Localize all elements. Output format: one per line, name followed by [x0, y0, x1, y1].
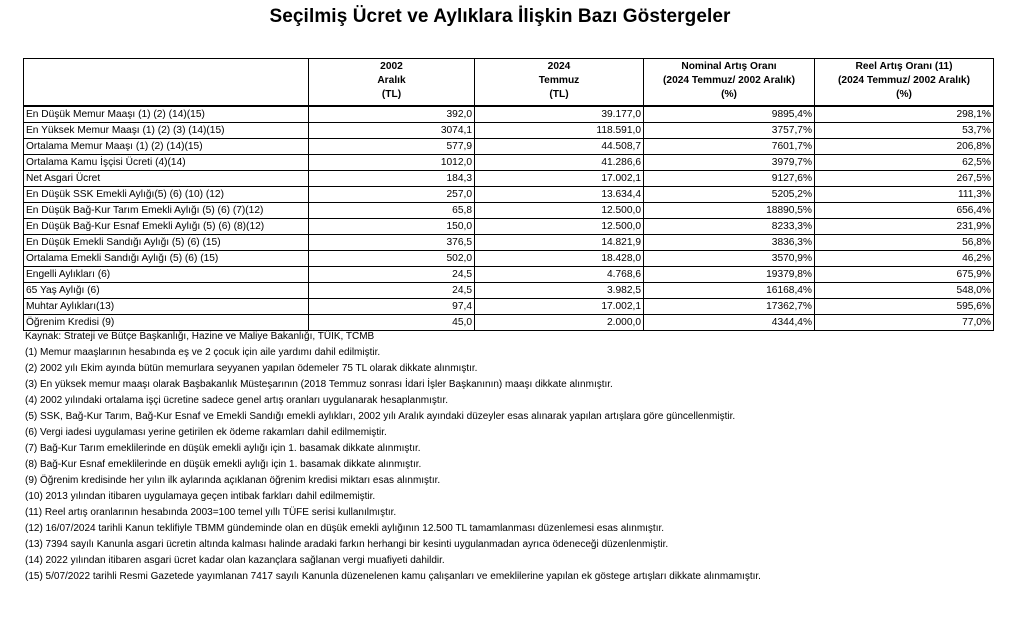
footnote-item: (11) Reel artış oranlarının hesabında 2003=100 temel yıllı TÜFE serisi kullanılmıştır.: [25, 507, 397, 518]
footnote-item: (7) Bağ-Kur Tarım emeklilerinde en düşük emekli aylığı için 1. basamak dikkate alınmıştır.: [25, 443, 421, 454]
column-header-2002: 2002 Aralık (TL): [309, 59, 475, 107]
value-2024: 17.002,1: [475, 171, 644, 187]
value-2002: 392,0: [309, 106, 475, 123]
value-2002: 150,0: [309, 219, 475, 235]
table-row: [24, 123, 994, 139]
footnote-item: (14) 2022 yılından itibaren asgari ücret kadar olan kazançlara sağlanan vergi muafiyeti dahildir.: [25, 555, 445, 566]
nominal-increase: 18890,5%: [644, 203, 815, 219]
row-label: Ortalama Emekli Sandığı Aylığı (5) (6) (15): [24, 251, 309, 267]
value-2024: 39.177,0: [475, 106, 644, 123]
table-row: [24, 203, 994, 219]
nominal-increase: 4344,4%: [644, 315, 815, 331]
real-increase: 675,9%: [815, 267, 994, 283]
value-2024: 18.428,0: [475, 251, 644, 267]
real-increase: 656,4%: [815, 203, 994, 219]
value-2002: 184,3: [309, 171, 475, 187]
table-row: [24, 251, 994, 267]
value-2002: 97,4: [309, 299, 475, 315]
nominal-increase: 3570,9%: [644, 251, 815, 267]
footnotes: [25, 329, 761, 585]
row-label: 65 Yaş Aylığı (6): [24, 283, 309, 299]
footnote-item: (10) 2013 yılından itibaren uygulamaya geçen intibak farkları dahil edilmemiştir.: [25, 491, 376, 502]
row-label: En Düşük Bağ-Kur Tarım Emekli Aylığı (5) (6) (7)(12): [24, 203, 309, 219]
table-row: [24, 219, 994, 235]
real-increase: 298,1%: [815, 106, 994, 123]
value-2002: 502,0: [309, 251, 475, 267]
table-row: [24, 283, 994, 299]
row-label: En Düşük SSK Emekli Aylığı(5) (6) (10) (12): [24, 187, 309, 203]
value-2002: 45,0: [309, 315, 475, 331]
table-row: [24, 267, 994, 283]
footnote-item: (2) 2002 yılı Ekim ayında bütün memurlara seyyanen yapılan ödemeler 75 TL olarak dikkate alınmıştır.: [25, 363, 478, 374]
column-header-nominal: Nominal Artış Oranı (2024 Temmuz/ 2002 Aralık) (%): [644, 59, 815, 107]
footnote-item: (9) Öğrenim kredisinde her yılın ilk aylarında açıklanan öğrenim kredisi miktarı esas alınmıştır.: [25, 475, 441, 486]
real-increase: 595,6%: [815, 299, 994, 315]
row-label: Net Asgari Ücret: [24, 171, 309, 187]
nominal-increase: 9127,6%: [644, 171, 815, 187]
real-increase: 56,8%: [815, 235, 994, 251]
value-2002: 24,5: [309, 267, 475, 283]
real-increase: 231,9%: [815, 219, 994, 235]
value-2024: 41.286,6: [475, 155, 644, 171]
nominal-increase: 5205,2%: [644, 187, 815, 203]
row-label: Muhtar Aylıkları(13): [24, 299, 309, 315]
value-2024: 44.508,7: [475, 139, 644, 155]
footnote-item: (4) 2002 yılındaki ortalama işçi ücretine sadece genel artış oranları uygulanarak hesaplanmıştır.: [25, 395, 449, 406]
nominal-increase: 17362,7%: [644, 299, 815, 315]
nominal-increase: 8233,3%: [644, 219, 815, 235]
row-label: Ortalama Memur Maaşı (1) (2) (14)(15): [24, 139, 309, 155]
value-2024: 2.000,0: [475, 315, 644, 331]
value-2002: 3074,1: [309, 123, 475, 139]
row-label: En Yüksek Memur Maaşı (1) (2) (3) (14)(15): [24, 123, 309, 139]
table-header-row: [24, 59, 994, 107]
real-increase: 62,5%: [815, 155, 994, 171]
table-row: [24, 155, 994, 171]
real-increase: 111,3%: [815, 187, 994, 203]
value-2024: 12.500,0: [475, 219, 644, 235]
real-increase: 53,7%: [815, 123, 994, 139]
table-row: [24, 106, 994, 123]
nominal-increase: 19379,8%: [644, 267, 815, 283]
nominal-increase: 3836,3%: [644, 235, 815, 251]
value-2024: 3.982,5: [475, 283, 644, 299]
real-increase: 77,0%: [815, 315, 994, 331]
footnote-item: (15) 5/07/2022 tarihli Resmi Gazetede yayımlanan 7417 sayılı Kanunla düzenelenen kamu çalışanları ve emeklilerine yapılan ek göstege artışları dikkate alınmamıştır.: [25, 571, 761, 582]
nominal-increase: 7601,7%: [644, 139, 815, 155]
value-2024: 13.634,4: [475, 187, 644, 203]
row-label: Engelli Aylıkları (6): [24, 267, 309, 283]
indicators-table: [23, 58, 994, 331]
nominal-increase: 3979,7%: [644, 155, 815, 171]
table-row: [24, 171, 994, 187]
table-row: [24, 139, 994, 155]
header-blank-cell: [24, 59, 309, 107]
value-2002: 1012,0: [309, 155, 475, 171]
source-note: Kaynak: Strateji ve Bütçe Başkanlığı, Hazine ve Maliye Bakanlığı, TÜİK, TCMB: [25, 331, 375, 342]
footnote-item: (6) Vergi iadesi uygulaması yerine getirilen ek ödeme rakamları dahil edilmemiştir.: [25, 427, 387, 438]
value-2024: 4.768,6: [475, 267, 644, 283]
footnote-item: (5) SSK, Bağ-Kur Tarım, Bağ-Kur Esnaf ve Emekli Sandığı emekli aylıkları, 2002 yılı Aralık ayındaki düzeyler esas alınarak yapılan artışlara göre güncellenmiştir.: [25, 411, 736, 422]
value-2002: 257,0: [309, 187, 475, 203]
value-2002: 24,5: [309, 283, 475, 299]
value-2002: 376,5: [309, 235, 475, 251]
table-row: [24, 187, 994, 203]
nominal-increase: 16168,4%: [644, 283, 815, 299]
column-header-2024: 2024 Temmuz (TL): [475, 59, 644, 107]
value-2024: 118.591,0: [475, 123, 644, 139]
row-label: En Düşük Emekli Sandığı Aylığı (5) (6) (15): [24, 235, 309, 251]
table-body: [24, 106, 994, 331]
row-label: En Düşük Memur Maaşı (1) (2) (14)(15): [24, 106, 309, 123]
table-row: [24, 299, 994, 315]
page-title: Seçilmiş Ücret ve Aylıklara İlişkin Bazı Göstergeler: [269, 6, 731, 27]
row-label: En Düşük Bağ-Kur Esnaf Emekli Aylığı (5) (6) (8)(12): [24, 219, 309, 235]
value-2024: 14.821,9: [475, 235, 644, 251]
footnote-item: (13) 7394 sayılı Kanunla asgari ücretin altında kalması halinde aradaki farkın herhangi bir kesinti uygulanmadan ayrıca ödeneceği düzenlenmiştir.: [25, 539, 669, 550]
footnote-item: (8) Bağ-Kur Esnaf emeklilerinde en düşük emekli aylığı için 1. basamak dikkate alınmıştır.: [25, 459, 422, 470]
footnote-item: (1) Memur maaşlarının hesabında eş ve 2 çocuk için aile yardımı dahil edilmiştir.: [25, 347, 381, 358]
footnote-item: (3) En yüksek memur maaşı olarak Başbakanlık Müsteşarının (2018 Temmuz sonrası İdari İşler Başkanının) maaşı dikkate alınmıştır.: [25, 379, 613, 390]
nominal-increase: 3757,7%: [644, 123, 815, 139]
value-2024: 12.500,0: [475, 203, 644, 219]
footnote-item: (12) 16/07/2024 tarihli Kanun teklifiyle TBMM gündeminde olan en düşük emekli aylığının 12.500 TL tamamlanması düzenlemesi esas alınmıştır.: [25, 523, 665, 534]
value-2002: 577,9: [309, 139, 475, 155]
row-label: Öğrenim Kredisi (9): [24, 315, 309, 331]
value-2024: 17.002,1: [475, 299, 644, 315]
table-row: [24, 235, 994, 251]
real-increase: 46,2%: [815, 251, 994, 267]
real-increase: 206,8%: [815, 139, 994, 155]
row-label: Ortalama Kamu İşçisi Ücreti (4)(14): [24, 155, 309, 171]
nominal-increase: 9895,4%: [644, 106, 815, 123]
real-increase: 548,0%: [815, 283, 994, 299]
real-increase: 267,5%: [815, 171, 994, 187]
column-header-real: Reel Artış Oranı (11) (2024 Temmuz/ 2002 Aralık) (%): [815, 59, 994, 107]
value-2002: 65,8: [309, 203, 475, 219]
